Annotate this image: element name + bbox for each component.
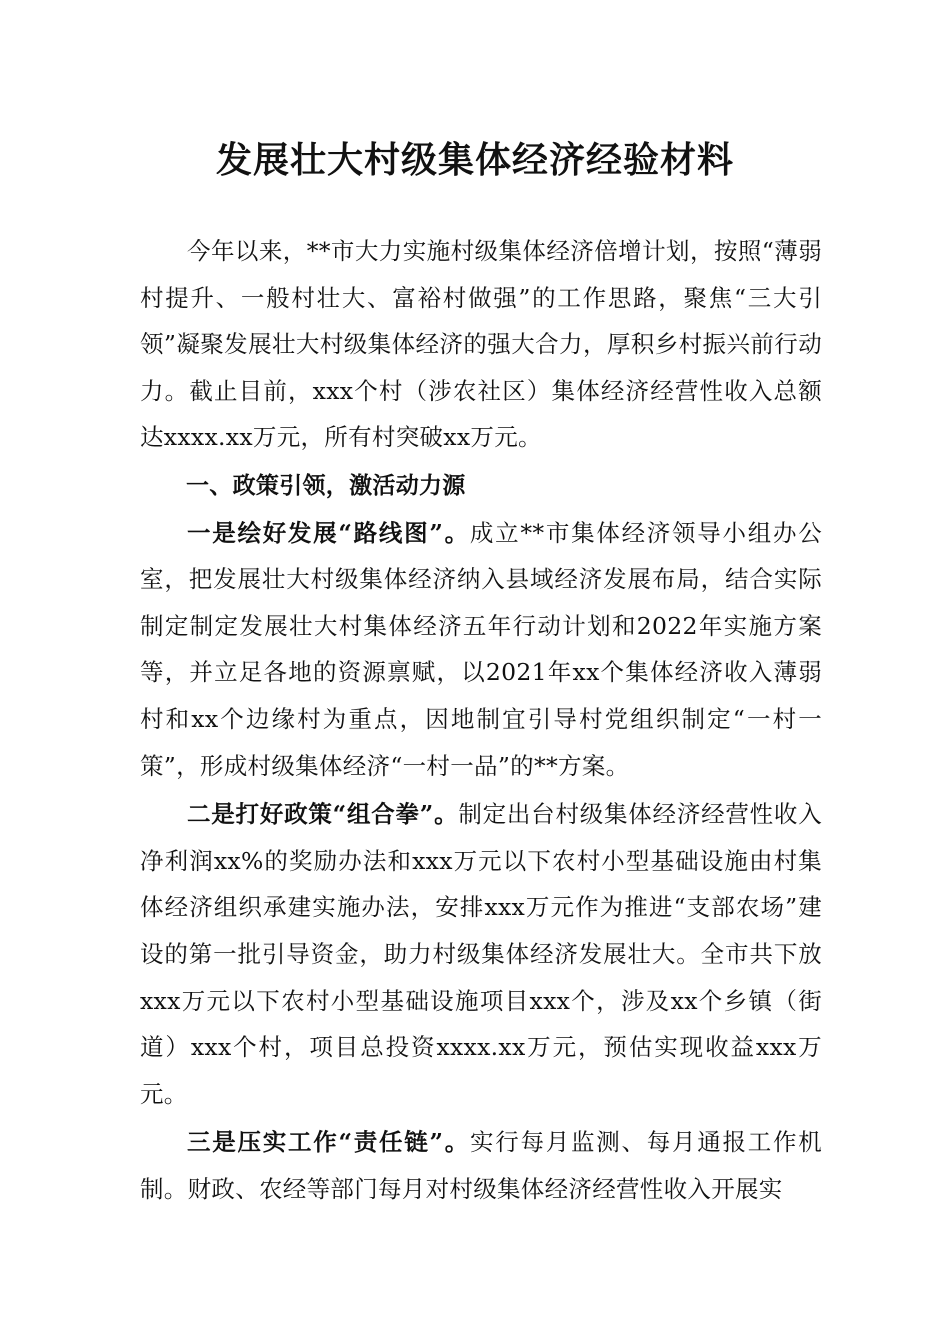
document-body (140, 228, 822, 1212)
paragraph-policy-combo-body: 制定出台村级集体经济经营性收入净利润xx%的奖励办法和xxx万元以下农村小型基础设施由村集体经济组织承建实施办法，安排xxx万元作为推进“支部农场”建设的第一批引导资金，助力村级集体经济发展壮大。全市共下放xxx万元以下农村小型基础设施项目xxx个，涉及xx个乡镇（街道）xxx个村，项目总投资xxxx.xx万元，预估实现收益xxx万元。 (140, 800, 822, 1108)
paragraph-policy-combo (140, 791, 822, 1117)
paragraph-policy-combo-lead: 二是打好政策“组合拳”。 (187, 800, 459, 829)
paragraph-roadmap-body: 成立**市集体经济领导小组办公室，把发展壮大村级集体经济纳入县域经济发展布局，结合实际制定制定发展壮大村集体经济五年行动计划和2022年实施方案等，并立足各地的资源禀赋，以2021年xx个集体经济收入薄弱村和xx个边缘村为重点，因地制宜引导村党组织制定“一村一策”，形成村级集体经济“一村一品”的**方案。 (140, 518, 823, 780)
paragraph-responsibility-lead: 三是压实工作“责任链”。 (187, 1128, 470, 1157)
document-title: 发展壮大村级集体经济经验材料 (215, 139, 734, 181)
paragraph-roadmap (140, 510, 822, 790)
section-heading-policy: 一、政策引领，激活动力源 (186, 472, 466, 499)
paragraph-responsibility-body: 实行每月监测、每月通报工作机制。财政、农经等部门每月对村级集体经济经营性收入开展实 (140, 1128, 823, 1203)
intro-paragraph: 今年以来，**市大力实施村级集体经济倍增计划，按照“薄弱村提升、一般村壮大、富裕村做强”的工作思路，聚焦“三大引领”凝聚发展壮大村级集体经济的强大合力，厚积乡村振兴前行动力。截止目前，xxx个村（涉农社区）集体经济经营性收入总额达xxxx.xx万元，所有村突破xx万元。 (140, 237, 822, 452)
paragraph-roadmap-lead: 一是绘好发展“路线图”。 (187, 518, 470, 547)
paragraph-responsibility (140, 1119, 822, 1212)
